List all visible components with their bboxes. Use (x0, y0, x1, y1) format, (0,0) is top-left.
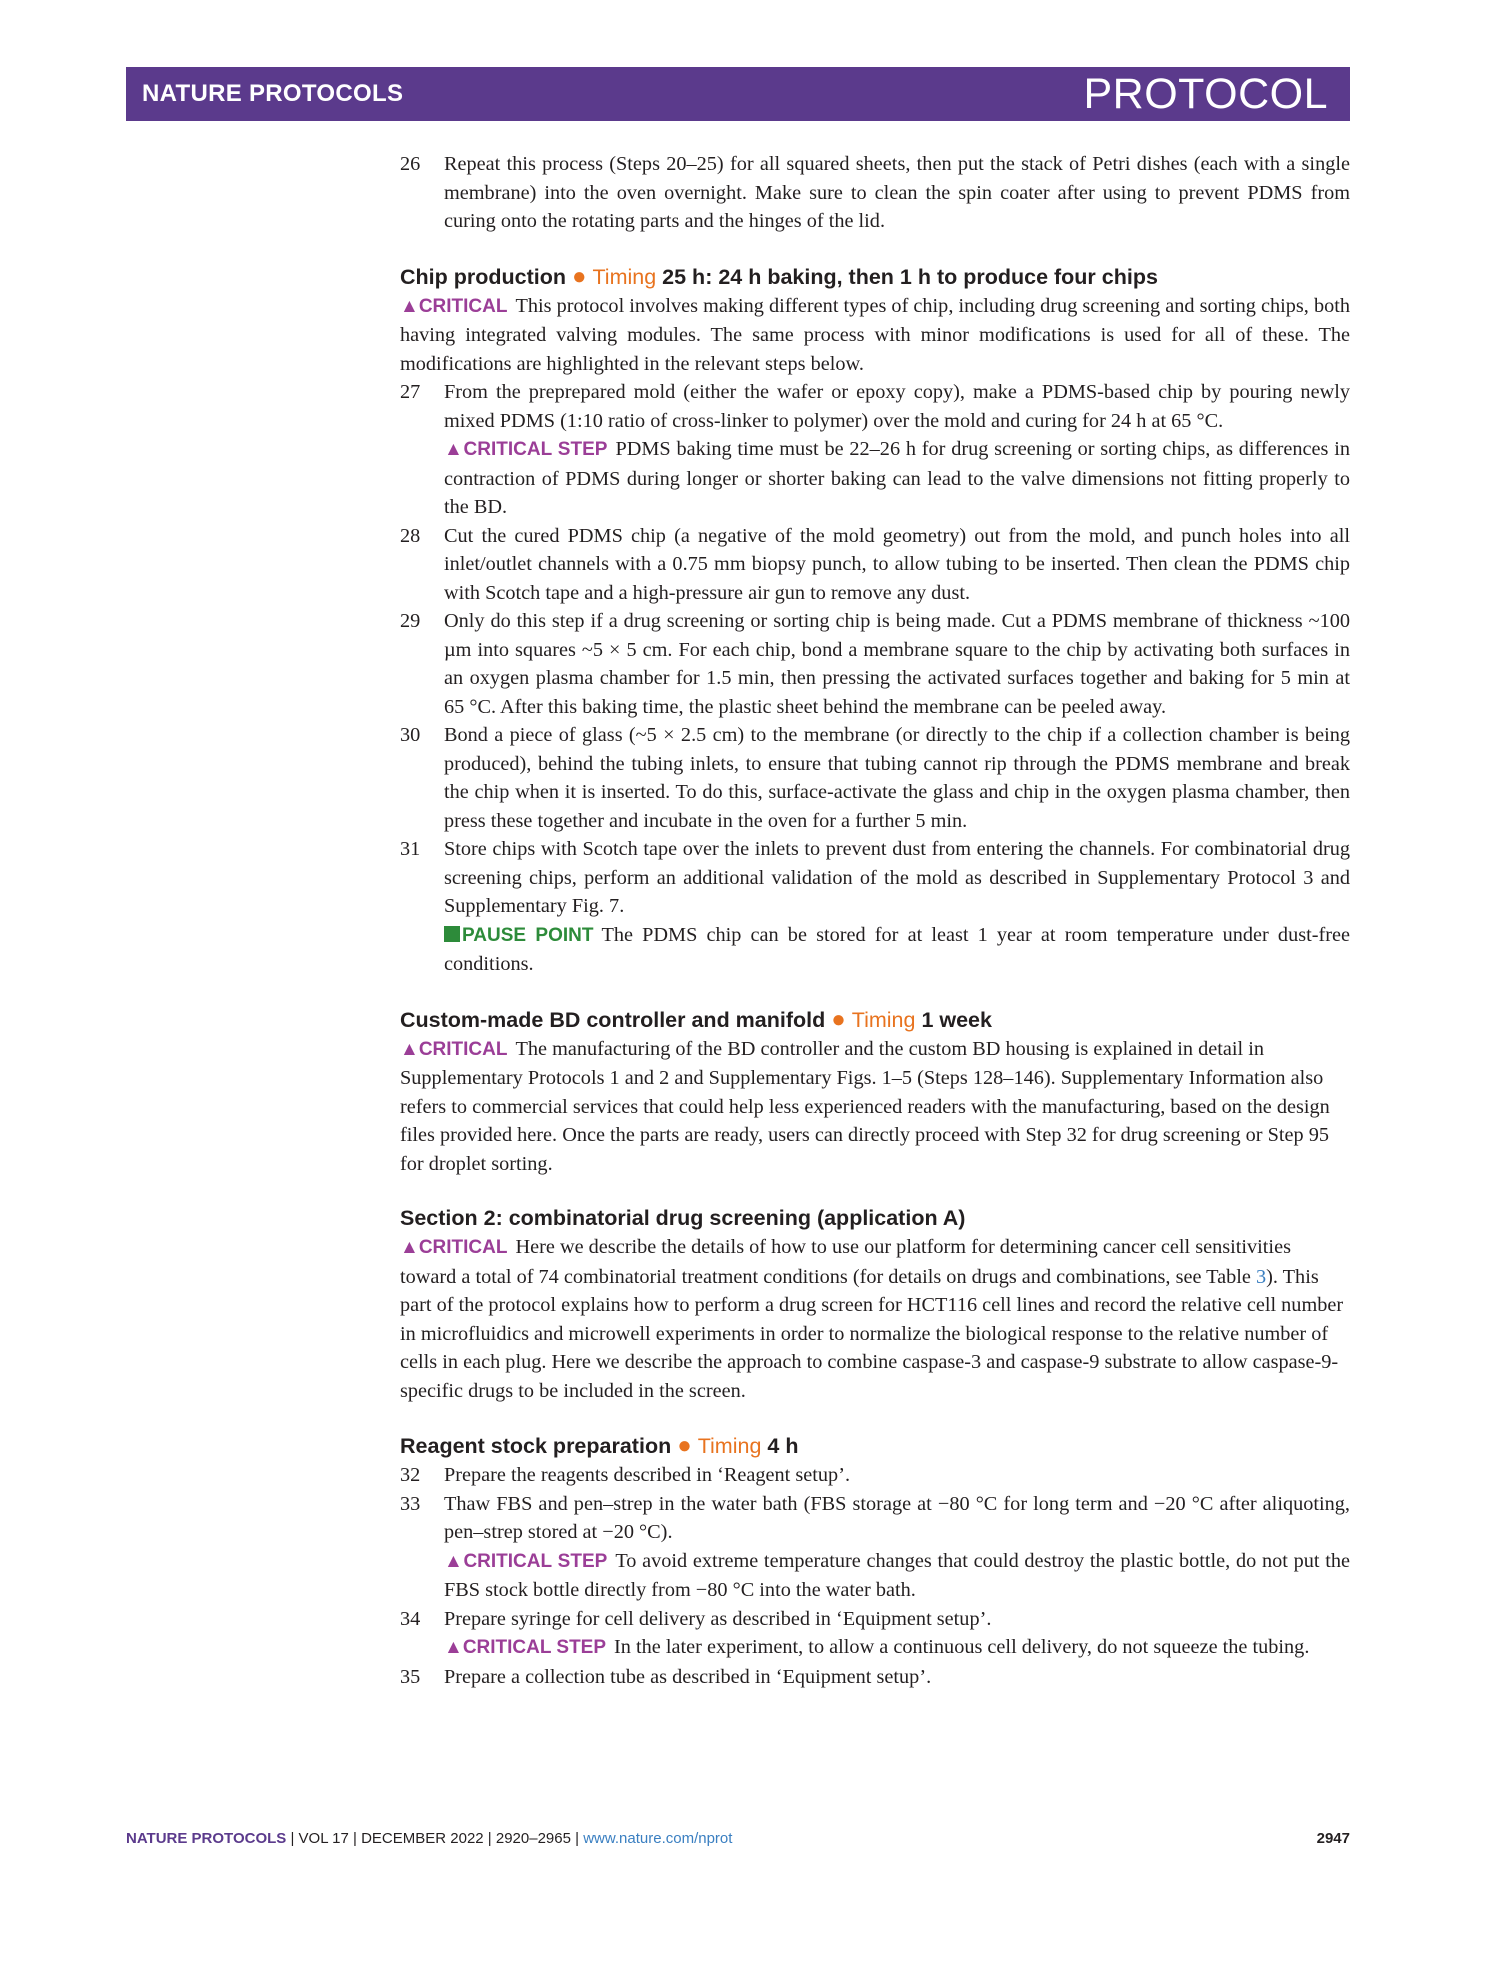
critical-step-text: To avoid extreme temperature changes that could destroy the plastic bottle, do not put the FBS stock bottle directly from −80 °C into the water bath. (444, 1549, 1350, 1601)
footer-volume: VOL 17 (298, 1830, 349, 1847)
page-number: 2947 (1316, 1830, 1350, 1847)
step-number: 31 (400, 838, 421, 860)
critical-text: Here we describe the details of how to use our platform for determining cancer cell sensitivities toward a total of 74 combinatorial treatment conditions (for details on drugs and combinations, see Table (400, 1236, 1291, 1288)
heading-title: Custom-made BD controller and manifold (400, 1007, 826, 1032)
step-28 (400, 522, 1350, 608)
step-text: Only do this step if a drug screening or sorting chip is being made. Cut a PDMS membrane of thickness ~100 µm into squares ~5 × 5 cm. For each chip, bond a membrane square to the chip by activating both surfaces in an oxygen plasma chamber for 1.5 min, then pressing the activated surfaces together and baking for 5 min at 65 °C. After this baking time, the plastic sheet behind the membrane can be peeled away. (444, 610, 1350, 718)
section-heading-chip-production (400, 262, 1350, 292)
pause-point-tag: PAUSE POINT (444, 925, 593, 946)
timing-dot-icon: ● (831, 1005, 846, 1033)
critical-step-tag: ▲CRITICAL STEP (444, 1550, 608, 1572)
timing-dot-icon: ● (677, 1432, 692, 1459)
timing-value: 25 h: 24 h baking, then 1 h to produce four chips (662, 264, 1158, 289)
step-number: 28 (400, 524, 421, 547)
timing-label: Timing (592, 264, 657, 289)
main-content (400, 150, 1350, 1691)
critical-step-tag: ▲CRITICAL STEP (444, 439, 608, 460)
timing-dot-icon: ● (571, 262, 587, 290)
step-30 (400, 721, 1350, 835)
critical-step-text: In the later experiment, to allow a continuous cell delivery, do not squeeze the tubing. (614, 1636, 1310, 1658)
heading-title: Chip production (400, 264, 566, 289)
step-number: 26 (400, 153, 421, 175)
critical-text: The manufacturing of the BD controller and the custom BD housing is explained in detail in Supplementary Protocols 1 and 2 and Supplementary Figs. 1–5 (Steps 128–146). Supplementary Information also refers to commercial services that could help less experienced readers with the manufacturing, based on the design files provided here. Once the parts are ready, users can directly proceed with Step 32 for drug screening or Step 95 for droplet sorting. (400, 1037, 1330, 1175)
critical-step-text: PDMS baking time must be 22–26 h for drug screening or sorting chips, as differences in contraction of PDMS during longer or shorter baking can lead to the valve dimensions not fitting properly to the BD. (444, 438, 1350, 518)
section-heading-section-2 (400, 1204, 1350, 1233)
section-heading-bd-controller (400, 1005, 1350, 1035)
triangle-icon: ▲ (400, 1237, 419, 1258)
step-text: Bond a piece of glass (~5 × 2.5 cm) to the membrane (or directly to the chip if a collection chamber is being produced), behind the tubing inlets, to ensure that tubing cannot rip through the PDMS membrane and break the chip when it is inserted. To do this, surface-activate the glass and chip in the oxygen plasma chamber, then press these together and incubate in the oven for a further 5 min. (444, 724, 1350, 832)
timing-label: Timing (697, 1434, 762, 1458)
step-26 (400, 150, 1350, 236)
step-text: Prepare a collection tube as described in ‘Equipment setup’. (444, 1665, 932, 1688)
journal-header-bar (126, 67, 1350, 121)
timing-value: 1 week (921, 1007, 992, 1032)
timing-label: Timing (851, 1007, 916, 1032)
footer-citation: NATURE PROTOCOLS | VOL 17 | DECEMBER 2022 | 2920–2965 | www.nature.com/nprot (126, 1830, 733, 1847)
footer-date: DECEMBER 2022 (361, 1830, 484, 1847)
critical-note (400, 1035, 1350, 1179)
triangle-icon: ▲ (400, 295, 419, 317)
step-number: 30 (400, 724, 421, 746)
square-icon (444, 926, 460, 942)
step-33 (400, 1490, 1350, 1605)
step-35 (400, 1663, 1350, 1692)
step-text: Repeat this process (Steps 20–25) for all squared sheets, then put the stack of Petri dishes (each with a single membrane) into the oven overnight. Make sure to clean the spin coater after using to prevent PDMS from curing onto the rotating parts and the hinges of the lid. (444, 153, 1350, 232)
critical-tag: ▲CRITICAL (400, 1038, 508, 1060)
timing-value: 4 h (767, 1434, 799, 1458)
step-34 (400, 1605, 1350, 1663)
step-32 (400, 1461, 1350, 1490)
footer-journal: NATURE PROTOCOLS (126, 1830, 287, 1847)
section-heading-reagent-stock (400, 1431, 1350, 1461)
step-text: Prepare the reagents described in ‘Reagent setup’. (444, 1464, 851, 1486)
critical-text: This protocol involves making different types of chip, including drug screening and sorting chips, both having integrated valving modules. The same process with minor modifications is used for all of these. The modifications are highlighted in the relevant steps below. (400, 294, 1350, 375)
step-number: 29 (400, 610, 421, 632)
journal-name: NATURE PROTOCOLS (142, 80, 404, 107)
step-31 (400, 835, 1350, 979)
footer-url-link[interactable]: www.nature.com/nprot (583, 1830, 733, 1847)
critical-note (400, 1233, 1350, 1405)
article-type: PROTOCOL (1083, 70, 1328, 118)
heading-title: Section 2: combinatorial drug screening (application A) (400, 1206, 966, 1230)
triangle-icon: ▲ (444, 1550, 464, 1572)
step-text: From the preprepared mold (either the wafer or epoxy copy), make a PDMS-based chip by pouring newly mixed PDMS (1:10 ratio of cross-linker to polymer) over the mold and curing for 24 h at 65 °C. (444, 381, 1350, 432)
footer-pages: 2920–2965 (495, 1830, 571, 1847)
heading-title: Reagent stock preparation (400, 1434, 672, 1458)
step-29 (400, 607, 1350, 721)
critical-text-cont: ). This part of the protocol explains how to perform a drug screen for HCT116 cell lines and record the relative cell number in microfluidics and microwell experiments in order to normalize the biological response to the relative number of cells in each plug. Here we describe the approach to combine caspase-3 and caspase-9 substrate to allow caspase-9-specific drugs to be included in the screen. (400, 1265, 1344, 1402)
critical-tag: ▲CRITICAL (400, 295, 508, 317)
step-text: Thaw FBS and pen–strep in the water bath (FBS storage at −80 °C for long term and −20 °C after aliquoting, pen–strep stored at −20 °C). (444, 1492, 1350, 1543)
step-number: 35 (400, 1665, 421, 1688)
step-number: 32 (400, 1464, 421, 1486)
step-number: 34 (400, 1607, 421, 1630)
table-link[interactable]: 3 (1256, 1265, 1267, 1288)
triangle-icon: ▲ (400, 1038, 419, 1060)
step-number: 27 (400, 381, 421, 403)
step-text: Store chips with Scotch tape over the inlets to prevent dust from entering the channels. For combinatorial drug screening chips, perform an additional validation of the mold as described in Supplementary Protocol 3 and Supplementary Fig. 7. (444, 838, 1350, 917)
step-number: 33 (400, 1492, 421, 1515)
critical-step-tag: ▲CRITICAL STEP (444, 1637, 607, 1658)
triangle-icon: ▲ (444, 1637, 463, 1658)
pause-point-text: The PDMS chip can be stored for at least 1 year at room temperature under dust-free conditions. (444, 923, 1350, 975)
step-text: Prepare syringe for cell delivery as described in ‘Equipment setup’. (444, 1607, 992, 1630)
step-27 (400, 378, 1350, 522)
critical-note (400, 292, 1350, 379)
critical-tag: ▲CRITICAL (400, 1237, 508, 1258)
triangle-icon: ▲ (444, 439, 464, 460)
step-text: Cut the cured PDMS chip (a negative of the mold geometry) out from the mold, and punch holes into all inlet/outlet channels with a 0.75 mm biopsy punch, to allow tubing to be inserted. Then clean the PDMS chip with Scotch tape and a high-pressure air gun to remove any dust. (444, 524, 1350, 604)
